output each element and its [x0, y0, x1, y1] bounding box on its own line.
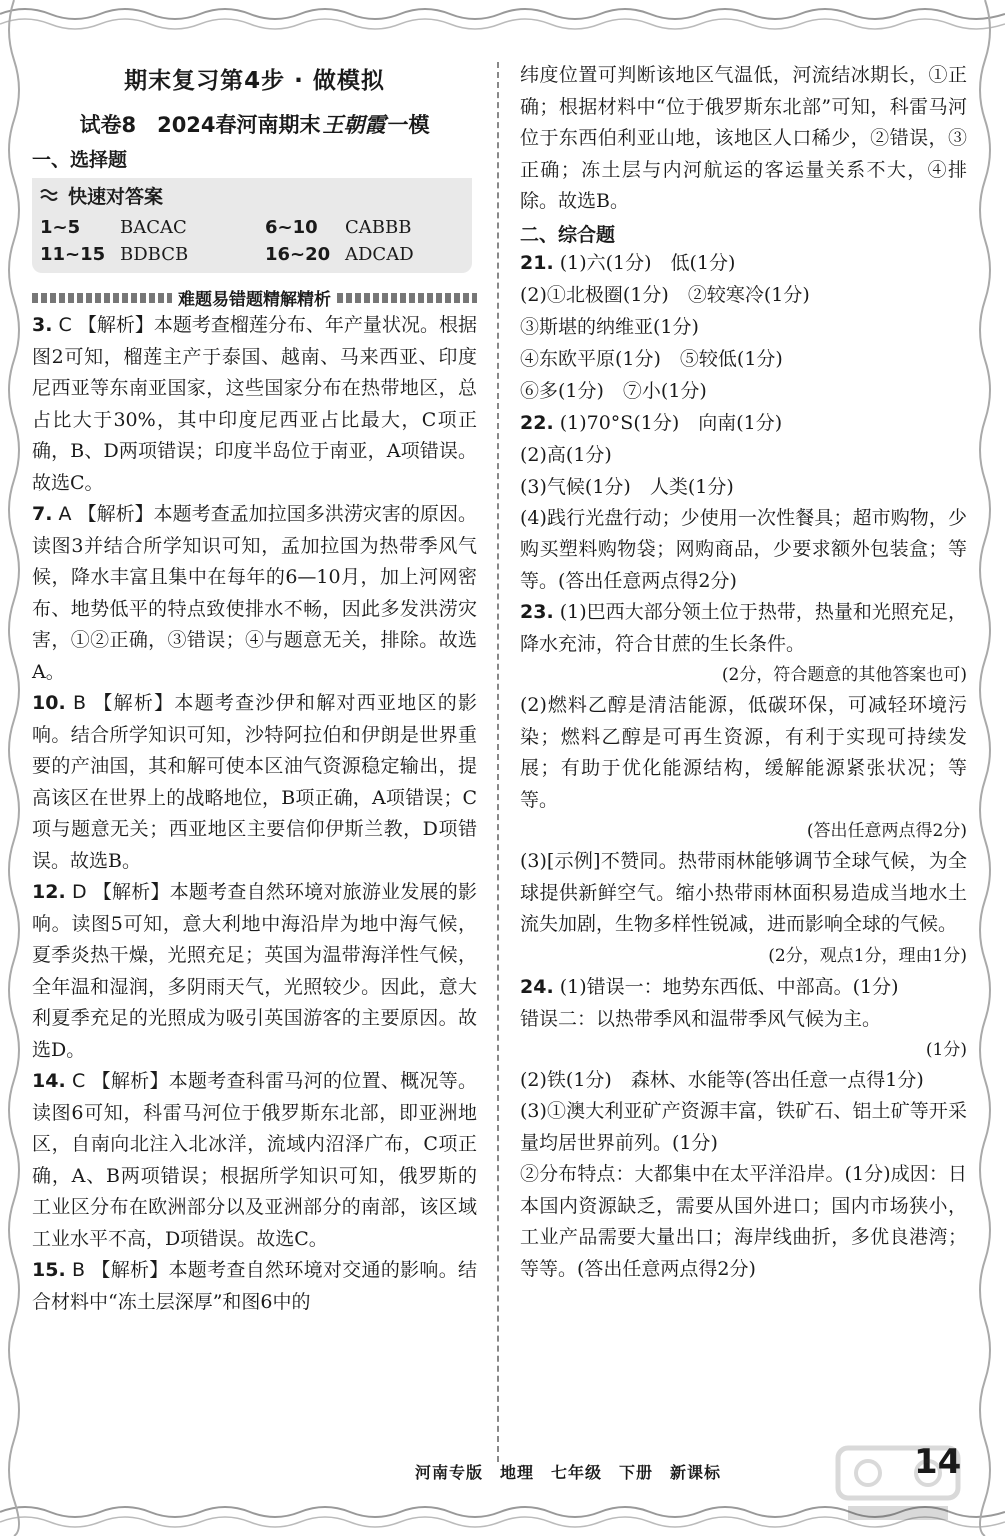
dotted-rule	[337, 293, 477, 303]
question-number: 24.	[520, 975, 554, 998]
quick-answer-grid	[40, 217, 462, 265]
subtitle-suffix: 一模	[387, 113, 430, 137]
answer-line: (3)气候(1分) 人类(1分)	[520, 475, 734, 498]
right-column	[520, 60, 967, 1285]
explanation-text: 【解析】本题考查孟加拉国多洪涝灾害的原因。读图3并结合所学知识可知，孟加拉国为热带季风气候，降水丰富且集中在每年的6—10月，加上河网密布、地势低平的特点致使排水不畅，因此多发洪涝灾害，①②正确，③错误；④与题意无关，排除。故选A。	[32, 503, 477, 683]
question-number: 10.	[32, 692, 66, 714]
answer-letter: B	[72, 1259, 86, 1281]
answer-string: BACAC	[120, 217, 187, 238]
subtitle-prefix: 试卷8 2024春河南期末	[79, 113, 321, 137]
answer-string: CABBB	[345, 217, 412, 238]
hard-questions-title: 难题易错题精解精析	[178, 290, 331, 310]
answer-paragraph: (1)巴西大部分领土位于热带，热量和光照充足，降水充沛，符合甘蔗的生长条件。	[520, 601, 967, 655]
quick-answer-title: 快速对答案	[68, 186, 164, 208]
range-label: 11~15	[40, 244, 106, 265]
explanation-item	[32, 499, 477, 688]
watermark-logo	[828, 1440, 968, 1530]
answer-line: (2)①北极圈(1分) ②较寒冷(1分)	[520, 283, 810, 306]
explanation-item	[32, 1066, 477, 1255]
answer-letter: A	[58, 503, 72, 525]
answer-letter: D	[71, 881, 87, 903]
scoring-note: (2分，观点1分，理由1分)	[768, 945, 967, 966]
answer-line: (2)高(1分)	[520, 443, 612, 466]
scoring-note: (答出任意两点得2分)	[806, 821, 967, 841]
explanation-continued: 纬度位置可判断该地区气温低，河流结冰期长，①正确；根据材料中“位于俄罗斯东北部”可知，科雷马河位于东西伯利亚山地，该地区人口稀少，②错误，③正确；冻土层与内河航运的客运量关系不大，④排除。故选B。	[520, 64, 967, 212]
answer-string: BDBCB	[120, 244, 189, 265]
range-label: 16~20	[265, 244, 331, 265]
quick-answer-box	[32, 178, 472, 273]
answer-paragraph: (3)①澳大利亚矿产资源丰富，铁矿石、铝土矿等开采量均居世界前列。(1分)	[520, 1100, 967, 1154]
page-title: 期末复习第4步 · 做模拟	[124, 68, 385, 94]
answer-line: ③斯堪的纳维亚(1分)	[520, 315, 699, 338]
question-number: 23.	[520, 601, 554, 623]
answer-letter: C	[72, 1070, 86, 1092]
page-number: 14	[914, 1442, 962, 1482]
column-divider	[497, 62, 499, 1462]
answer-paragraph: (2)燃料乙醇是清洁能源，低碳环保，可减轻环境污染；燃料乙醇是可再生资源，有利于实现可持续发展；有助于优化能源结构，缓解能源紧张状况；等等。	[520, 694, 967, 811]
answer-line: ④东欧平原(1分) ⑤较低(1分)	[520, 347, 783, 370]
explanation-text: 【解析】本题考查榴莲分布、年产量状况。根据图2可知，榴莲主产于泰国、越南、马来西亚、印度尼西亚等东南亚国家，这些国家分布在热带地区，总占比大于30%，其中印度尼西亚占比最大，C项正确，B、D两项错误；印度半岛位于南亚，A项错误。故选C。	[32, 314, 477, 494]
range-label: 1~5	[40, 217, 81, 238]
section-choice-heading: 一、选择题	[32, 149, 128, 171]
answer-paragraph: ②分布特点：大都集中在太平洋沿岸。(1分)成因：日本国内资源缺乏，需要从国外进口；国内市场狭小，工业产品需要大量出口；海岸线曲折，多优良港湾；等等。(答出任意两点得2分)	[520, 1163, 967, 1280]
question-number: 3.	[32, 314, 53, 336]
answer-line: 错误二：以热带季风和温带季风气候为主。	[520, 1007, 882, 1030]
explanation-item	[32, 688, 477, 877]
page-footer: 河南专版 地理 七年级 下册 新课标	[415, 1463, 722, 1482]
question-number: 14.	[32, 1070, 66, 1092]
brand-logo: 王朝霞	[322, 112, 386, 137]
question-number: 7.	[32, 503, 53, 525]
explanation-text: 【解析】本题考查自然环境对旅游业发展的影响。读图5可知，意大利地中海沿岸为地中海气候，夏季炎热干燥，光照充足；英国为温带海洋性气候，全年温和湿润，多阴雨天气，光照较少。因此，意大利夏季充足的光照成为吸引英国游客的主要原因。故选D。	[32, 881, 477, 1061]
question-number: 22.	[520, 411, 554, 434]
scoring-note: (1分)	[925, 1039, 967, 1060]
question-24	[520, 971, 967, 1286]
question-number: 15.	[32, 1259, 66, 1281]
range-label: 6~10	[265, 217, 318, 238]
answer-letter: B	[72, 692, 87, 714]
question-number: 12.	[32, 881, 66, 903]
answer-page	[32, 50, 967, 1460]
question-23	[520, 597, 967, 971]
answer-paragraph: (2)铁(1分) 森林、水能等(答出任意一点得1分)	[520, 1068, 924, 1091]
question-number: 21.	[520, 251, 554, 274]
explanation-item	[32, 310, 477, 499]
answer-letter: C	[58, 314, 72, 336]
answer-line: (1)错误一：地势东西低、中部高。(1分)	[559, 975, 899, 998]
answer-line: (1)70°S(1分) 向南(1分)	[559, 411, 783, 434]
explanation-item	[32, 877, 477, 1066]
quick-answer-heading	[40, 182, 462, 209]
decorative-border-top	[0, 0, 1005, 46]
answer-line: ⑥多(1分) ⑦小(1分)	[520, 379, 707, 402]
scoring-note: (2分，符合题意的其他答案也可)	[721, 665, 967, 685]
decorative-border-left	[0, 0, 30, 1536]
explanation-text: 【解析】本题考查自然环境对交通的影响。结合材料中“冻土层深厚”和图6中的	[32, 1259, 477, 1313]
dotted-rule	[32, 293, 172, 303]
decorative-border-right	[965, 0, 1005, 1536]
explanation-list	[32, 310, 477, 1318]
question-21	[520, 247, 967, 407]
hard-questions-heading	[32, 285, 477, 310]
section-comprehensive-heading: 二、综合题	[520, 223, 616, 246]
question-22	[520, 407, 967, 598]
explanation-text: 【解析】本题考查沙伊和解对西亚地区的影响。结合所学知识可知，沙特阿拉伯和伊朗是世界重要的产油国，其和解可使本区油气资源稳定输出，提高该区在世界上的战略地位，B项正确，A项错误；C项与题意无关；西亚地区主要信仰伊斯兰教，D项错误。故选B。	[32, 692, 477, 872]
exam-subtitle	[32, 109, 477, 139]
explanation-item	[32, 1255, 477, 1318]
answer-paragraph: (4)践行光盘行动；少使用一次性餐具；超市购物，少购买塑料购物袋；网购商品，少要求额外包装盒；等等。(答出任意两点得2分)	[520, 506, 967, 592]
left-column	[32, 50, 477, 1318]
answer-line: (1)六(1分) 低(1分)	[559, 251, 736, 274]
answer-paragraph: (3)[示例]不赞同。热带雨林能够调节全球气候，为全球提供新鲜空气。缩小热带雨林面积易造成当地水土流失加剧，生物多样性锐减，进而影响全球的气候。	[520, 850, 967, 935]
explanation-text: 【解析】本题考查科雷马河的位置、概况等。读图6可知，科雷马河位于俄罗斯东北部，即亚洲地区，自南向北注入北冰洋，流域内沼泽广布，C项正确，A、B两项错误；根据所学知识可知，俄罗斯的工业区分布在欧洲部分以及亚洲部分的南部，该区域工业水平不高，D项错误。故选C。	[32, 1070, 477, 1250]
answer-string: ADCAD	[345, 244, 414, 265]
wave-icon	[40, 188, 60, 204]
